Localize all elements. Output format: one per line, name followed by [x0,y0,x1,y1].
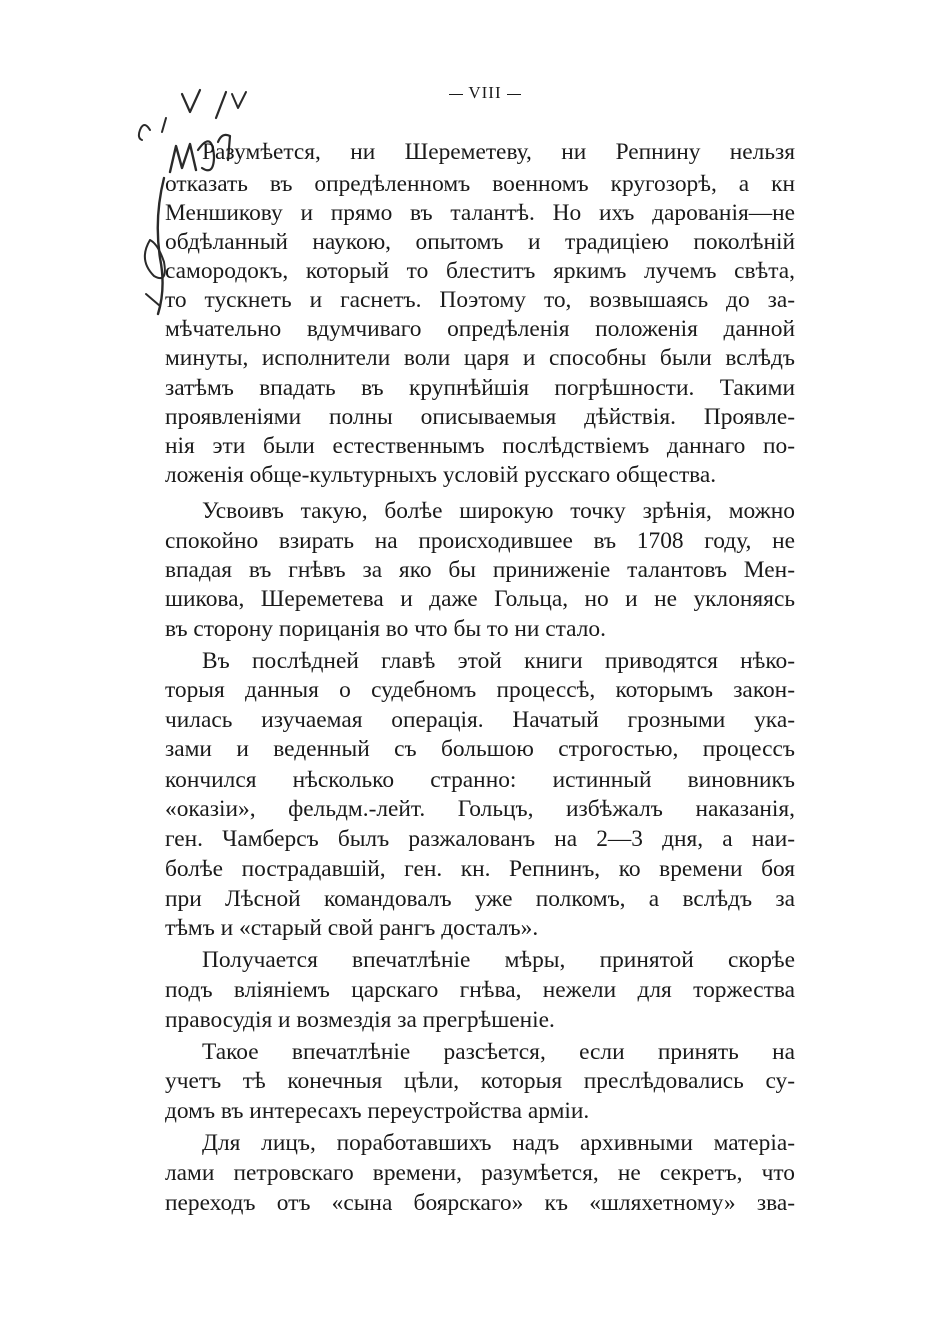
marginalia-stroke-v2 [232,92,246,108]
text-line: Разумѣется, ни Шереметеву, ни Репнину нельзя [202,139,795,165]
marginalia-loop-2 [145,240,165,278]
text-line: Для лицъ, поработавшихъ надъ архивными матеріа- [202,1130,795,1156]
text-line: обдѣланный наукою, опытомъ и традиціею поколѣній [165,229,795,255]
text-line: переходъ отъ «сына боярскаго» къ «шляхетному» зва- [165,1190,795,1216]
marginalia-tick [146,294,160,306]
text-line: шикова, Шереметева и даже Гольца, но и не уклоняясь [165,586,795,612]
text-line: при Лѣсной командовалъ уже полкомъ, а вслѣдъ за [165,886,795,912]
text-line: подъ вліяніемъ царскаго гнѣва, нежели для торжества [165,977,795,1003]
text-line: болѣе пострадавшій, ген. кн. Репнинъ, ко времени боя [165,856,795,882]
text-line: тѣмъ и «старый свой рангъ досталъ». [165,915,539,941]
marginalia-bracket [158,178,164,314]
text-line: отказать въ опредѣленномъ военномъ кругозорѣ, а кн [165,171,795,197]
text-line: Получается впечатлѣніе мѣры, принятой скорѣе [202,947,795,973]
page-number-rule-left [449,94,463,95]
text-line: кончился нѣсколько странно: истинный виновникъ [165,767,795,793]
marginalia-stroke-v [182,90,200,112]
marginalia-stroke-i [162,118,166,132]
text-line: зами и веденный съ большою строгостью, процессъ [165,736,795,762]
text-line: ложенія обще-культурныхъ условій русскаго общества. [165,462,717,488]
text-line: въ сторону порицанія во что бы то ни стало. [165,616,606,642]
text-line: чилась изучаемая операція. Начатый грозными ука- [165,707,795,733]
text-line: Усвоивъ такую, болѣе широкую точку зрѣнія, можно [202,498,795,524]
text-line: лами петровскаго времени, разумѣется, не секретъ, что [165,1160,795,1186]
text-line: ген. Чамберсъ былъ разжалованъ на 2—3 дня, а наи- [165,826,795,852]
text-line: Такое впечатлѣніе разсѣется, если принять на [202,1039,795,1065]
text-line: нія эти были естественнымъ послѣдствіемъ даннаго по- [165,433,795,459]
text-line: затѣмъ впадать въ крупнѣйшія погрѣшности. Такими [165,375,795,401]
text-line: то тускнеть и гаснетъ. Поэтому то, возвышаясь до за- [165,287,795,313]
page-number-rule-right [507,94,521,95]
text-line: правосудія и возмездія за прегрѣшеніе. [165,1007,555,1033]
text-line: впадая въ гнѣвъ за яко бы приниженіе талантовъ Мен- [165,557,795,583]
text-line: проявленіями полны описываемыя дѣйствія. Проявле- [165,404,795,430]
text-line: учетъ тѣ конечныя цѣли, которыя преслѣдовались су- [165,1068,795,1094]
text-line: самородокъ, который то блеститъ яркимъ лучемъ свѣта, [165,258,795,284]
page-number-text: VIII [468,83,502,102]
text-line: минуты, исполнители воли царя и способны были вслѣдъ [165,345,795,371]
text-line: Въ послѣдней главѣ этой книги приводятся нѣко- [202,648,795,674]
text-line: спокойно взирать на происходившее въ 1708 году, не [165,528,795,554]
text-line: Меншикову и прямо въ талантѣ. Но ихъ дарованія—не [165,200,795,226]
marginalia-stroke-c [139,125,150,140]
text-line: торыя данныя о судебномъ процессѣ, которымъ закон- [165,677,795,703]
text-line: «оказіи», фельдм.-лейт. Гольцъ, избѣжалъ наказанія, [165,796,795,822]
marginalia-stroke-l [216,92,226,118]
text-line: мѣчательно вдумчиваго опредѣленія положенія данной [165,316,795,342]
page-number [430,82,540,104]
text-line: домъ въ интересахъ переустройства арміи. [165,1098,590,1124]
